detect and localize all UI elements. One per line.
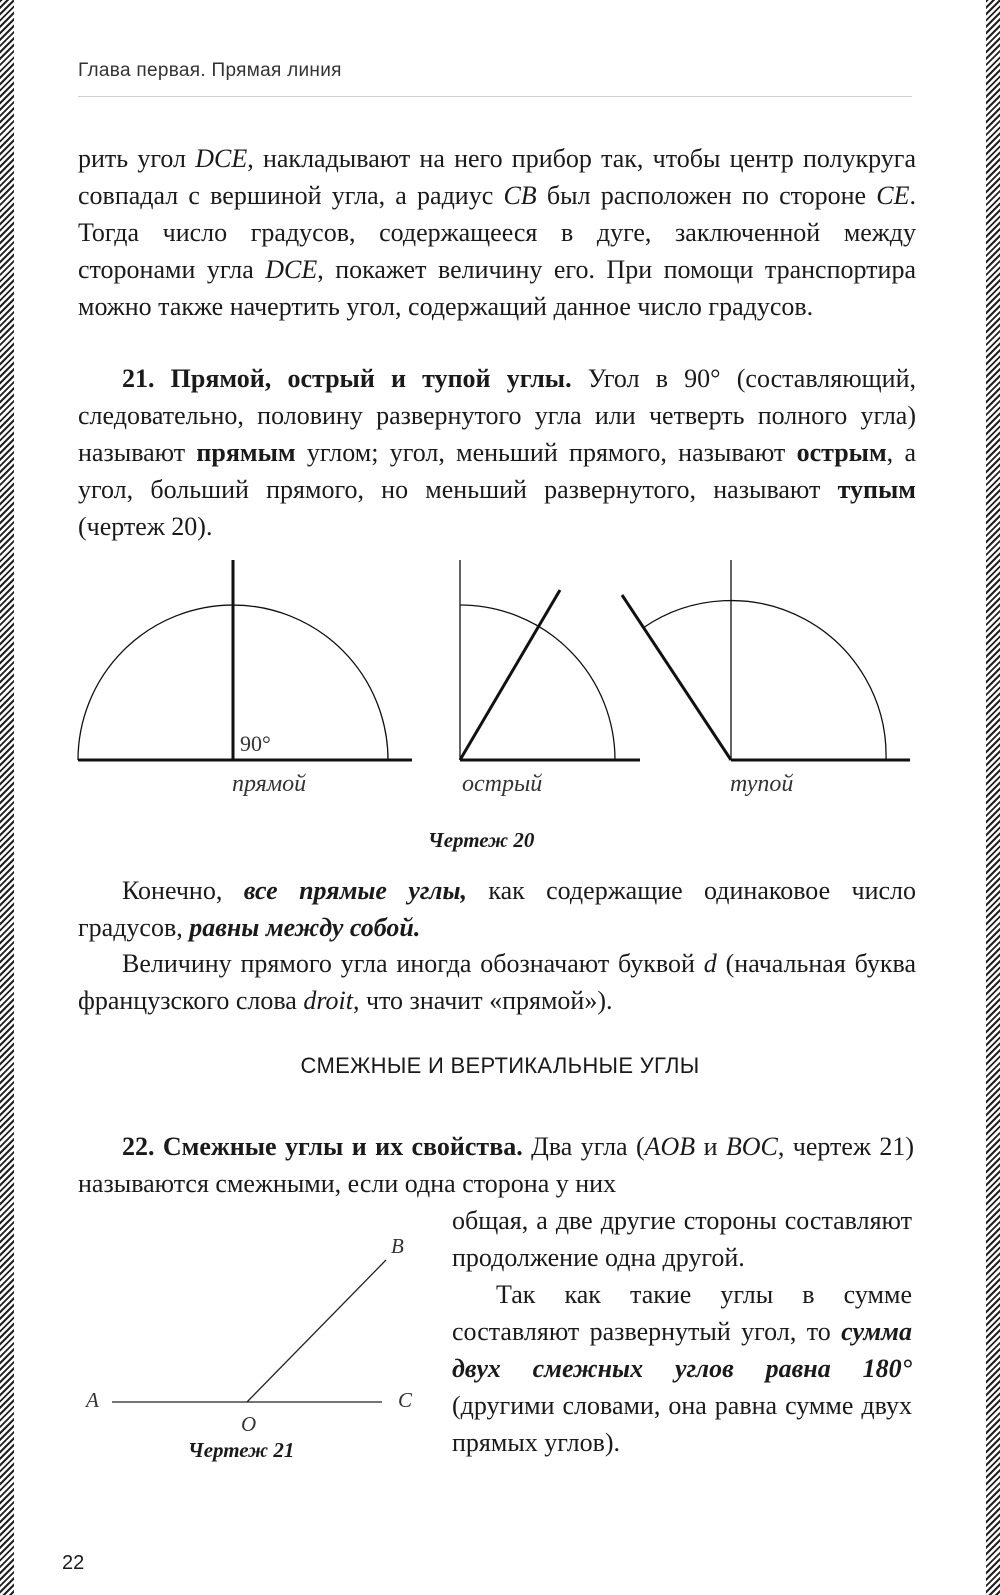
d-text: (начальная буква французского слова bbox=[78, 949, 916, 1015]
intro-text: рить угол bbox=[78, 144, 196, 173]
point-a-label: A bbox=[86, 1388, 99, 1412]
equal-angles-paragraph bbox=[78, 872, 916, 946]
equal-text: как содержащие одинаковое число градусов, bbox=[78, 876, 917, 942]
label-obtuse: тупой bbox=[730, 771, 794, 797]
angle-aob: AOB bbox=[644, 1132, 696, 1161]
term-acute-angle: острым bbox=[796, 438, 887, 467]
running-title: Глава первая. Прямая линия bbox=[78, 60, 342, 81]
intro-segment-ce: CE bbox=[876, 181, 910, 210]
d-text: Величину прямого угла иногда обозначают буквой bbox=[122, 949, 704, 978]
word-droit: droit bbox=[303, 986, 353, 1015]
section-22-continued bbox=[452, 1202, 912, 1461]
label-acute: острый bbox=[462, 771, 543, 797]
figure-21-diagram bbox=[70, 1230, 430, 1430]
intro-paragraph bbox=[78, 140, 916, 325]
obtuse-angle-slanted-ray bbox=[622, 595, 731, 760]
section-21-text: Угол в 90° (составляющий, следовательно, половину развернутого угла или четверть полного угла) называют bbox=[78, 364, 916, 467]
equal-text: Конечно, bbox=[122, 876, 244, 905]
intro-angle-dce: DCE bbox=[265, 255, 318, 284]
figure-21-caption: Чертеж 21 bbox=[188, 1438, 295, 1462]
section-heading: СМЕЖНЫЕ И ВЕРТИКАЛЬНЫЕ УГЛЫ bbox=[300, 1053, 700, 1078]
label-right: прямой bbox=[232, 771, 307, 797]
angle-boc: BOC bbox=[725, 1132, 778, 1161]
point-c-label: C bbox=[398, 1388, 413, 1412]
point-o-label: O bbox=[241, 1412, 257, 1436]
intro-text: был расположен по стороне bbox=[536, 181, 877, 210]
section-22-text: Два угла ( bbox=[522, 1132, 645, 1161]
header-divider bbox=[78, 96, 912, 97]
section-21-text: , а угол, больший прямого, но меньший развернутого, называют bbox=[78, 438, 916, 504]
section-22-text: и bbox=[695, 1132, 726, 1161]
intro-text: . Тогда число градусов, содержащееся в дуге, заключенной между сторонами угла bbox=[78, 181, 916, 284]
emphasis-adjacent-sum: сумма двух смежных углов равна 180° bbox=[452, 1317, 912, 1383]
section-22-text: , чертеж 21) называются смежными, если одна сторона у них bbox=[78, 1132, 914, 1198]
intro-segment-cb: CB bbox=[503, 181, 537, 210]
letter-d-paragraph bbox=[78, 945, 916, 1019]
section-21-paragraph bbox=[78, 360, 916, 545]
adjacent-sum-text: (другими словами, она равна сумме двух прямых углов). bbox=[452, 1391, 912, 1457]
section-22-title: 22. Смежные углы и их свойства. bbox=[122, 1132, 523, 1161]
section-21-title: 21. Прямой, острый и тупой углы. bbox=[122, 364, 572, 393]
term-right-angle: прямым bbox=[196, 438, 296, 467]
letter-d: d bbox=[703, 949, 717, 978]
acute-angle-slanted-ray bbox=[460, 590, 560, 760]
term-obtuse-angle: тупым bbox=[837, 475, 916, 504]
point-b-label: B bbox=[391, 1234, 404, 1258]
d-text: , что значит «прямой»). bbox=[352, 986, 613, 1015]
adjacent-sum-text: Так как такие углы в сумме составляют развернутый угол, то bbox=[452, 1280, 912, 1346]
intro-angle-dce: DCE bbox=[195, 144, 248, 173]
section-21-text: углом; угол, меньший прямого, называют bbox=[295, 438, 797, 467]
figure-20-diagram bbox=[60, 550, 920, 770]
section-22-paragraph bbox=[78, 1128, 914, 1202]
section-22-continued-text: общая, а две другие стороны составляют продолжение одна другой. bbox=[452, 1206, 912, 1272]
intro-text: , покажет величину его. При помощи транспортира можно также начертить угол, содержащий данное число градусов. bbox=[78, 255, 916, 321]
emphasis-all-right-angles: все прямые углы, bbox=[243, 876, 468, 905]
section-21-text: (чертеж 20). bbox=[78, 512, 213, 541]
intro-text: , накладывают на него прибор так, чтобы центр полукруга совпадал с вершиной угла, а радиус bbox=[78, 144, 916, 210]
page-number: 22 bbox=[62, 1552, 85, 1574]
angle-90-mark: 90° bbox=[240, 731, 271, 756]
figure-20-caption: Чертеж 20 bbox=[428, 828, 535, 852]
emphasis-equal: равны между собой. bbox=[189, 913, 421, 942]
ray-ob bbox=[247, 1260, 386, 1402]
right-decorative-border bbox=[986, 0, 1000, 1595]
left-decorative-border bbox=[0, 0, 14, 1595]
